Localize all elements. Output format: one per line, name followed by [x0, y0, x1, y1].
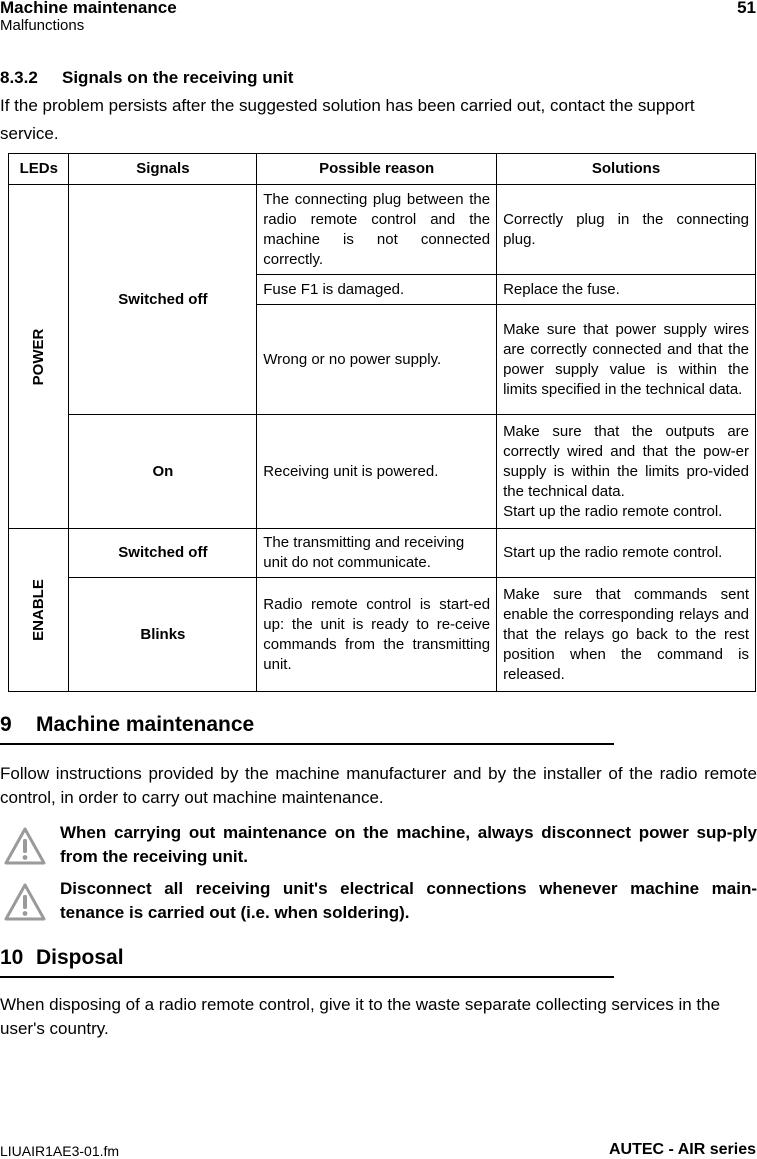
led-power-cell: [9, 185, 69, 529]
header-title: Machine maintenance: [0, 0, 177, 17]
led-enable-cell: [9, 529, 69, 692]
solution-cell: Correctly plug in the connecting plug.: [497, 185, 756, 275]
section-number: 9: [0, 713, 12, 736]
solution-cell: [497, 415, 756, 529]
section-title: Disposal: [36, 946, 124, 969]
section-intro: If the problem persists after the suggested solution has been carried out, contact the support service.: [0, 96, 695, 143]
page-number: 51: [737, 0, 756, 17]
signal-cell: Switched off: [69, 185, 257, 415]
section-title: Signals on the receiving unit: [62, 68, 294, 87]
warning-triangle-icon: [3, 826, 47, 866]
table-row: [9, 578, 756, 692]
solution-text: Make sure that the outputs are correctly wired and that the pow-er supply is within the limits pro-vided the technical data.: [503, 422, 749, 500]
reason-cell: Fuse F1 is damaged.: [257, 275, 497, 305]
section-title: Machine maintenance: [36, 713, 255, 736]
section-heading-10: [0, 946, 124, 970]
solution-cell: Start up the radio remote control.: [497, 529, 756, 578]
warning-text: When carrying out maintenance on the machine, always disconnect power sup-ply from the receiving unit.: [60, 823, 757, 866]
solution-cell: Make sure that power supply wires are correctly connected and that the power supply value is within the limits specified in the technical data.: [497, 305, 756, 415]
section-body: Follow instructions provided by the machine manufacturer and by the installer of the radio remote control, in order to carry out machine maintenance.: [0, 764, 757, 807]
led-power-label: POWER: [29, 328, 47, 385]
header-solutions: Solutions: [497, 154, 756, 185]
table-header-row: [9, 154, 756, 185]
solution-extra-text: Start up the radio remote control.: [503, 502, 723, 520]
footer-product-name: AUTEC - AIR series: [609, 1141, 756, 1158]
solution-cell: Make sure that commands sent enable the corresponding relays and that the relays go back to the rest position when the command is released.: [497, 578, 756, 692]
table-row: [9, 415, 756, 529]
reason-cell: Radio remote control is start-ed up: the unit is ready to re-ceive commands from the transmitting unit.: [257, 578, 497, 692]
warning-text: Disconnect all receiving unit's electrical connections whenever machine main-tenance is carried out (i.e. when soldering).: [60, 879, 757, 922]
led-enable-label: ENABLE: [29, 579, 47, 641]
header-possible-reason: Possible reason: [257, 154, 497, 185]
header-signals: Signals: [69, 154, 257, 185]
solution-cell: Replace the fuse.: [497, 275, 756, 305]
reason-cell: The transmitting and receiving unit do not communicate.: [257, 529, 497, 578]
section-heading-8-3-2: [0, 68, 293, 88]
signal-cell: Blinks: [69, 578, 257, 692]
signal-cell: Switched off: [69, 529, 257, 578]
signals-table: [8, 153, 756, 692]
section-heading-9: [0, 713, 254, 737]
heading-rule: [0, 743, 614, 745]
heading-rule: [0, 976, 614, 978]
warning-triangle-icon: [3, 882, 47, 922]
reason-cell: Wrong or no power supply.: [257, 305, 497, 415]
reason-cell: Receiving unit is powered.: [257, 415, 497, 529]
table-row: [9, 529, 756, 578]
signal-cell: On: [69, 415, 257, 529]
section-number: 8.3.2: [0, 68, 38, 87]
header-leds: LEDs: [9, 154, 69, 185]
reason-cell: The connecting plug between the radio remote control and the machine is not connected correctly.: [257, 185, 497, 275]
footer-file-name: LIUAIR1AE3-01.fm: [0, 1143, 120, 1159]
section-number: 10: [0, 946, 24, 969]
table-row: [9, 185, 756, 275]
header-subtitle: Malfunctions: [0, 17, 85, 34]
section-body: When disposing of a radio remote control, give it to the waste separate collecting services in the user's country.: [0, 995, 721, 1038]
